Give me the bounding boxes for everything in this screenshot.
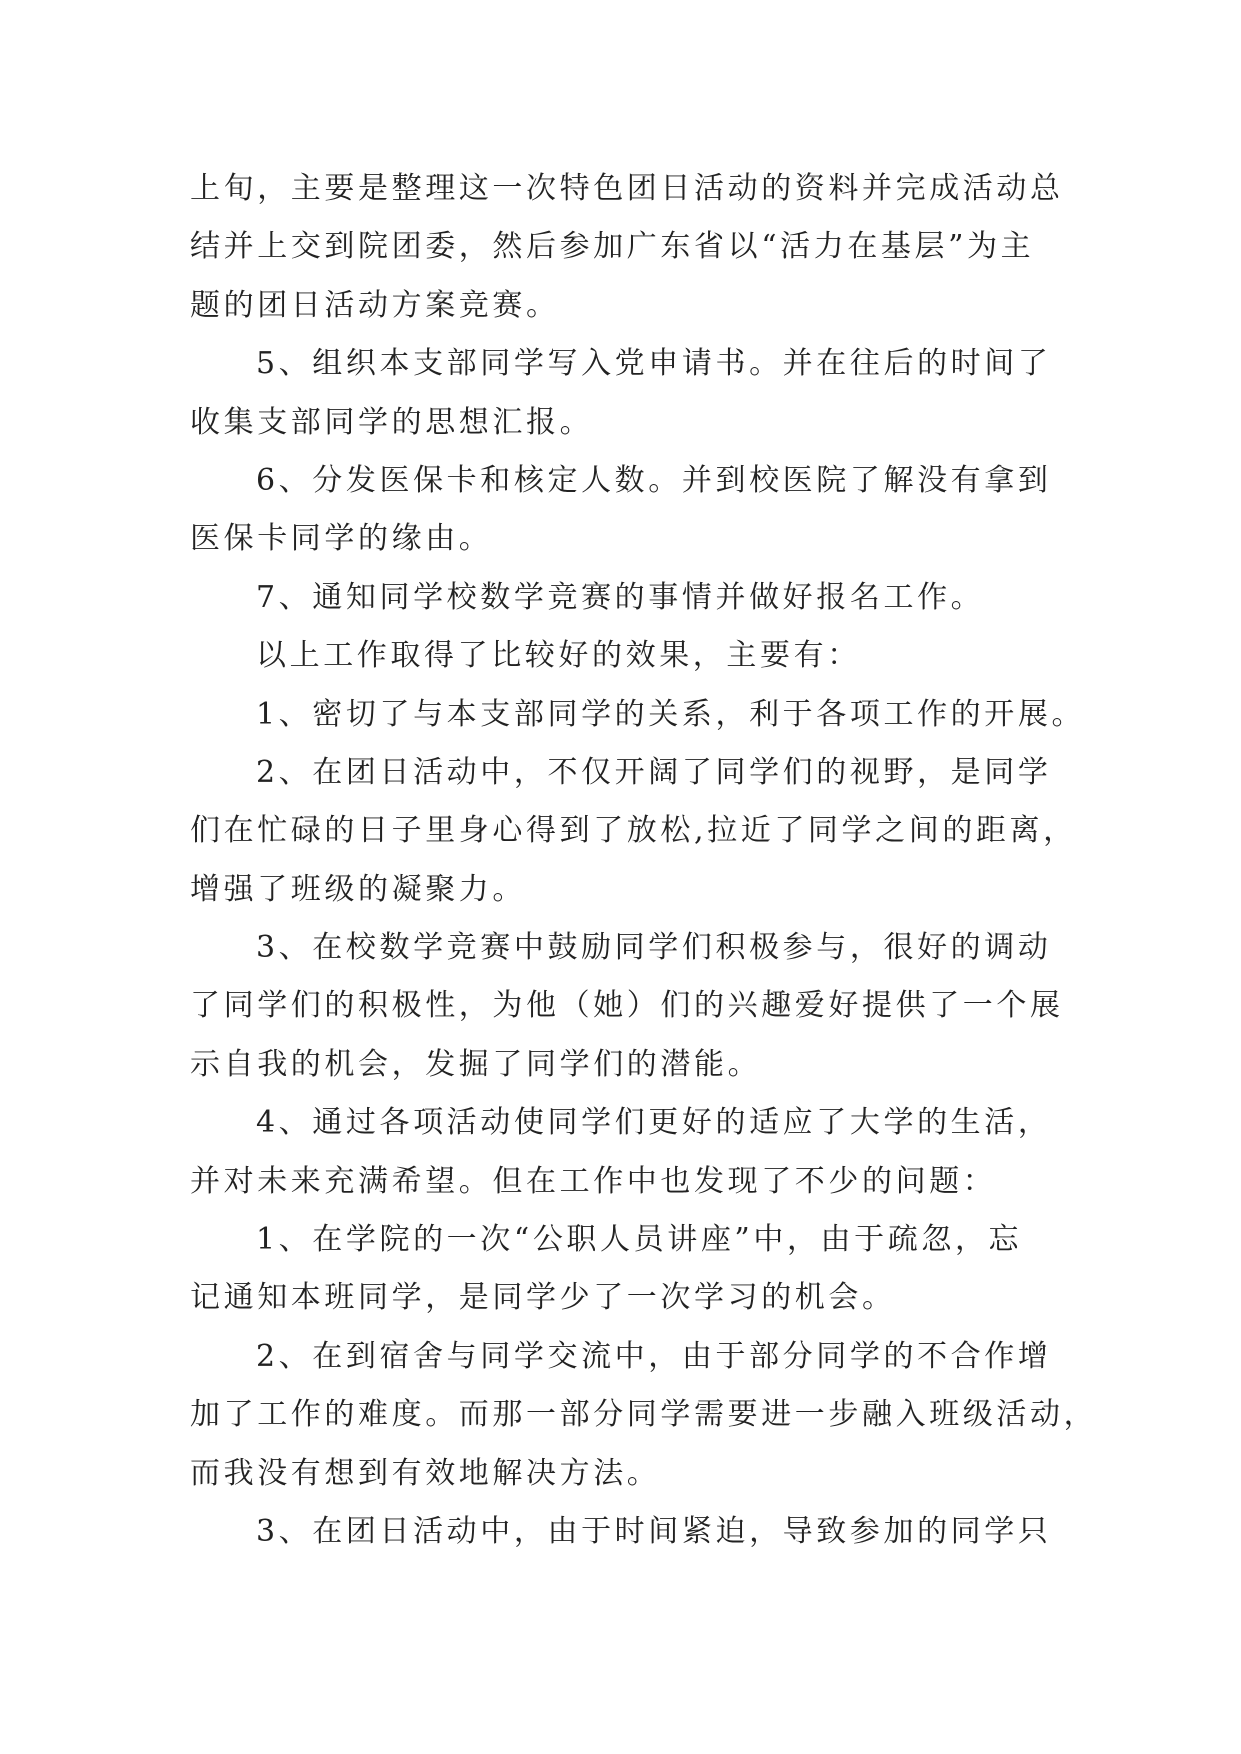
text-line: 4、通过各项活动使同学们更好的适应了大学的生活， (256, 1105, 1052, 1141)
text-line: 记通知本班同学，是同学少了一次学习的机会。 (190, 1280, 896, 1316)
text-line: 结并上交到院团委，然后参加广东省以“活力在基层”为主 (190, 229, 1035, 265)
document-body (190, 160, 1098, 1561)
text-line: 以上工作取得了比较好的效果，主要有： (256, 638, 861, 674)
text-line: 收集支部同学的思想汇报。 (190, 404, 594, 440)
text-line: 3、在团日活动中，由于时间紧迫，导致参加的同学只 (256, 1513, 1052, 1549)
text-line: 了同学们的积极性，为他（她）们的兴趣爱好提供了一个展 (190, 988, 1064, 1024)
text-line: 2、在到宿舍与同学交流中，由于部分同学的不合作增 (256, 1338, 1052, 1374)
text-line: 而我没有想到有效地解决方法。 (190, 1455, 661, 1491)
text-line: 加了工作的难度。而那一部分同学需要进一步融入班级活动， (190, 1397, 1098, 1433)
text-line: 医保卡同学的缘由。 (190, 521, 493, 557)
text-line: 1、在学院的一次“公职人员讲座”中，由于疏忽，忘 (256, 1222, 1023, 1258)
text-line: 3、在校数学竞赛中鼓励同学们积极参与，很好的调动 (256, 930, 1052, 966)
text-line: 5、组织本支部同学写入党申请书。并在往后的时间了 (256, 346, 1052, 382)
text-line: 1、密切了与本支部同学的关系，利于各项工作的开展。 (256, 696, 1086, 732)
text-line: 增强了班级的凝聚力。 (190, 871, 526, 907)
text-line: 题的团日活动方案竞赛。 (190, 287, 560, 323)
text-line: 6、分发医保卡和核定人数。并到校医院了解没有拿到 (256, 462, 1052, 498)
text-line: 并对未来充满希望。但在工作中也发现了不少的问题： (190, 1163, 997, 1199)
text-line: 2、在团日活动中，不仅开阔了同学们的视野，是同学 (256, 754, 1052, 790)
text-line: 示自我的机会，发掘了同学们的潜能。 (190, 1046, 762, 1082)
text-line: 们在忙碌的日子里身心得到了放松,拉近了同学之间的距离， (190, 813, 1077, 849)
text-line: 上旬，主要是整理这一次特色团日活动的资料并完成活动总 (190, 171, 1064, 206)
text-line: 7、通知同学校数学竞赛的事情并做好报名工作。 (256, 579, 985, 615)
